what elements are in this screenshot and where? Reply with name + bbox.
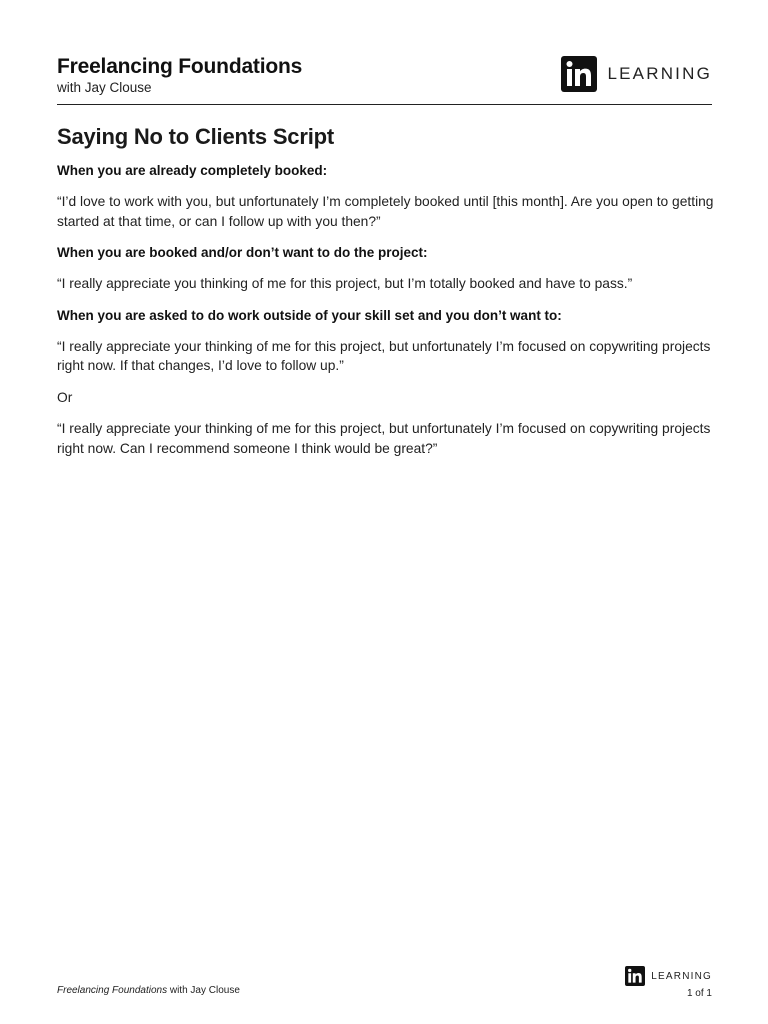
section-booked-or-dont-want (57, 243, 717, 294)
script-quote-alternate: “I really appreciate your thinking of me for this project, but unfortunately I’m focused on copywriting projects right now. Can I recommend someone I think would be great?” (57, 421, 711, 456)
linkedin-in-icon (625, 966, 645, 986)
document-title: Saying No to Clients Script (57, 124, 334, 149)
footer-instructor: with Jay Clouse (167, 985, 240, 996)
script-quote: “I really appreciate your thinking of me for this project, but unfortunately I’m focused on copywriting projects right now. If that changes, I’d love to follow up.” (57, 338, 711, 373)
footer-brand-wordmark: LEARNING (651, 970, 712, 982)
instructor-name: with Jay Clouse (57, 80, 152, 95)
linkedin-learning-logo (561, 56, 712, 92)
document-body (57, 123, 717, 470)
script-quote: “I really appreciate you thinking of me for this project, but I’m totally booked and have to pass.” (57, 276, 633, 291)
section-heading: When you are asked to do work outside of your skill set and you don’t want to: (57, 307, 562, 323)
footer-linkedin-learning-logo (625, 966, 712, 986)
section-heading: When you are booked and/or don’t want to do the project: (57, 245, 428, 260)
page-number: 1 of 1 (686, 988, 712, 999)
section-completely-booked (57, 161, 717, 231)
section-heading: When you are already completely booked: (57, 163, 328, 178)
linkedin-in-icon (561, 56, 597, 92)
footer-brand-block (625, 966, 712, 999)
page-header (57, 54, 712, 105)
course-title: Freelancing Foundations (57, 55, 303, 78)
brand-wordmark: LEARNING (607, 64, 712, 83)
or-separator: Or (57, 389, 73, 405)
section-outside-skill-set (57, 306, 717, 459)
script-quote: “I’d love to work with you, but unfortunately I’m completely booked until [this month]. Are you open to getting started at that time, or can I follow up with you then?” (57, 194, 714, 229)
footer-course-credit (57, 985, 240, 996)
footer-course-title: Freelancing Foundations (57, 985, 168, 996)
